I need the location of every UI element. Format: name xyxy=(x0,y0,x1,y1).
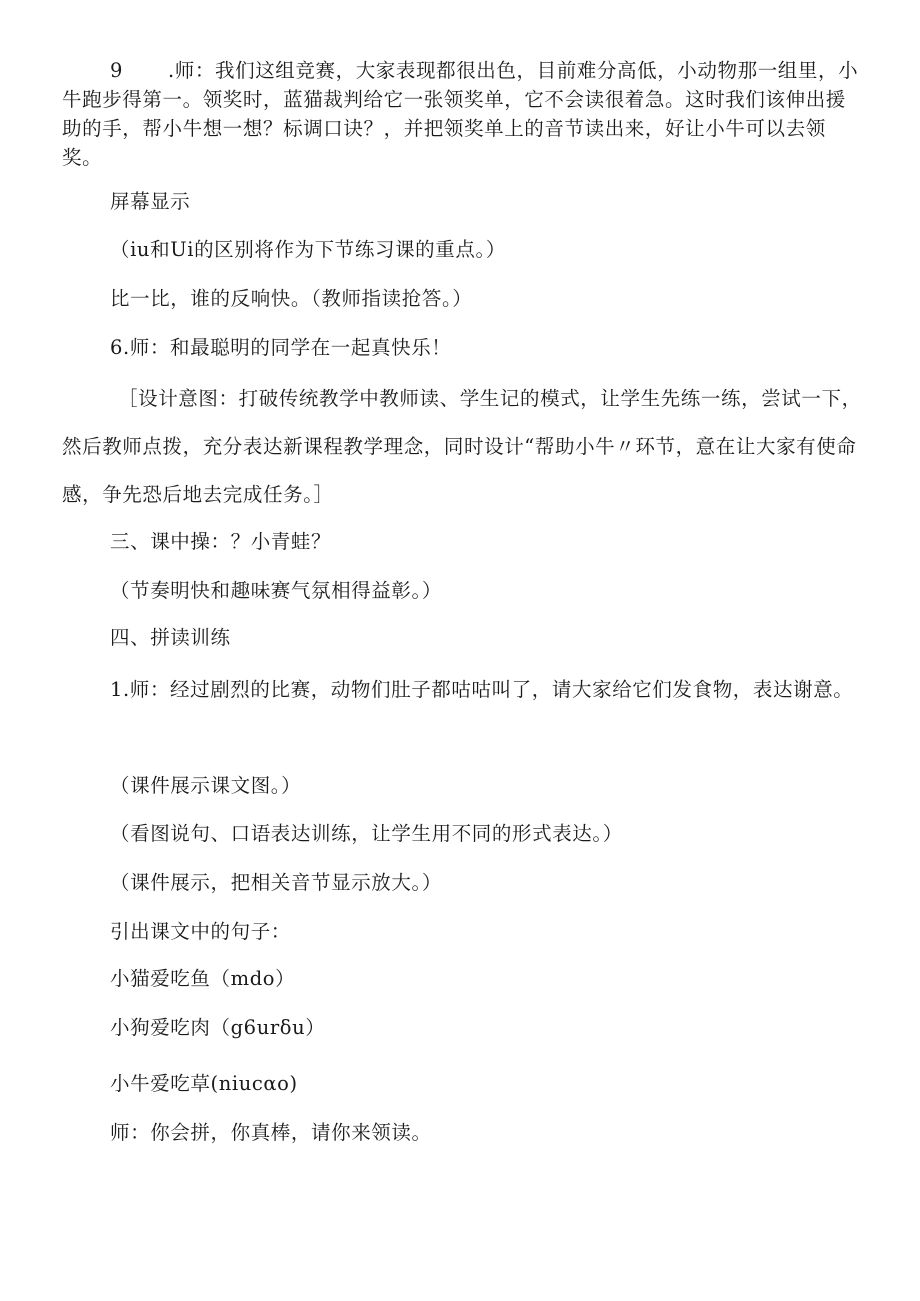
teacher-happy-line: 6.师：和最聪明的同学在一起真快乐！ xyxy=(110,336,452,359)
compare-speed-line: 比一比，谁的反响快。（教师指读抢答。） xyxy=(110,287,473,310)
note-enlarge: （课件展示，把相关音节显示放大。） xyxy=(110,871,442,894)
paragraph-number: 9 xyxy=(110,59,124,82)
note-iu-ui: （iu和Ui的区别将作为下节练习课的重点。） xyxy=(110,238,506,261)
design-intent-paragraph: ［设计意图：打破传统教学中教师读、学生记的模式，让学生先练一练，尝试一下，然后教师点拨，充分表达新课程教学理念，同时设计“帮助小牛〃环节，意在让大家有使命感，争先恐后地去完成任务。］ xyxy=(62,387,862,506)
note-rhythm: （节奏明快和趣味赛气氛相得益彰。） xyxy=(110,579,442,602)
sentence-cow: 小牛爱吃草(niucαo) xyxy=(110,1072,298,1095)
screen-display-line: 屏幕显示 xyxy=(110,190,191,213)
sentence-cat: 小猫爱吃鱼（mdo） xyxy=(110,967,296,990)
section-four-heading: 四、拼读训练 xyxy=(110,626,231,649)
note-speaking: （看图说句、口语表达训练，让学生用不同的形式表达。） xyxy=(110,822,623,845)
sentence-dog: 小狗爱吃肉（g6urδu） xyxy=(110,1016,326,1039)
lead-sentences-line: 引出课文中的句子： xyxy=(110,920,291,943)
section-three-heading: 三、课中操：？小青蛙？ xyxy=(110,530,332,553)
teacher-feed-paragraph: 1.师：经过剧烈的比赛，动物们肚子都咕咕叫了，请大家给它们发食物，表达谢意。 xyxy=(110,678,854,701)
note-courseware-image: （课件展示课文图。） xyxy=(110,774,302,797)
paragraph-competition-text: .师：我们这组竞赛，大家表现都很出色，目前难分高低，小动物那一组里，小牛跑步得第一。领奖时，蓝猫裁判给它一张领奖单，它不会读很着急。这时我们该伸出援助的手，帮小牛想一想？标调口诀？，并把领奖单上的音节读出来，好让小牛可以去领奖。 xyxy=(62,59,859,169)
paragraph-competition xyxy=(62,56,862,172)
teacher-praise-line: 师：你会拼，你真棒，请你来领读。 xyxy=(110,1121,432,1144)
